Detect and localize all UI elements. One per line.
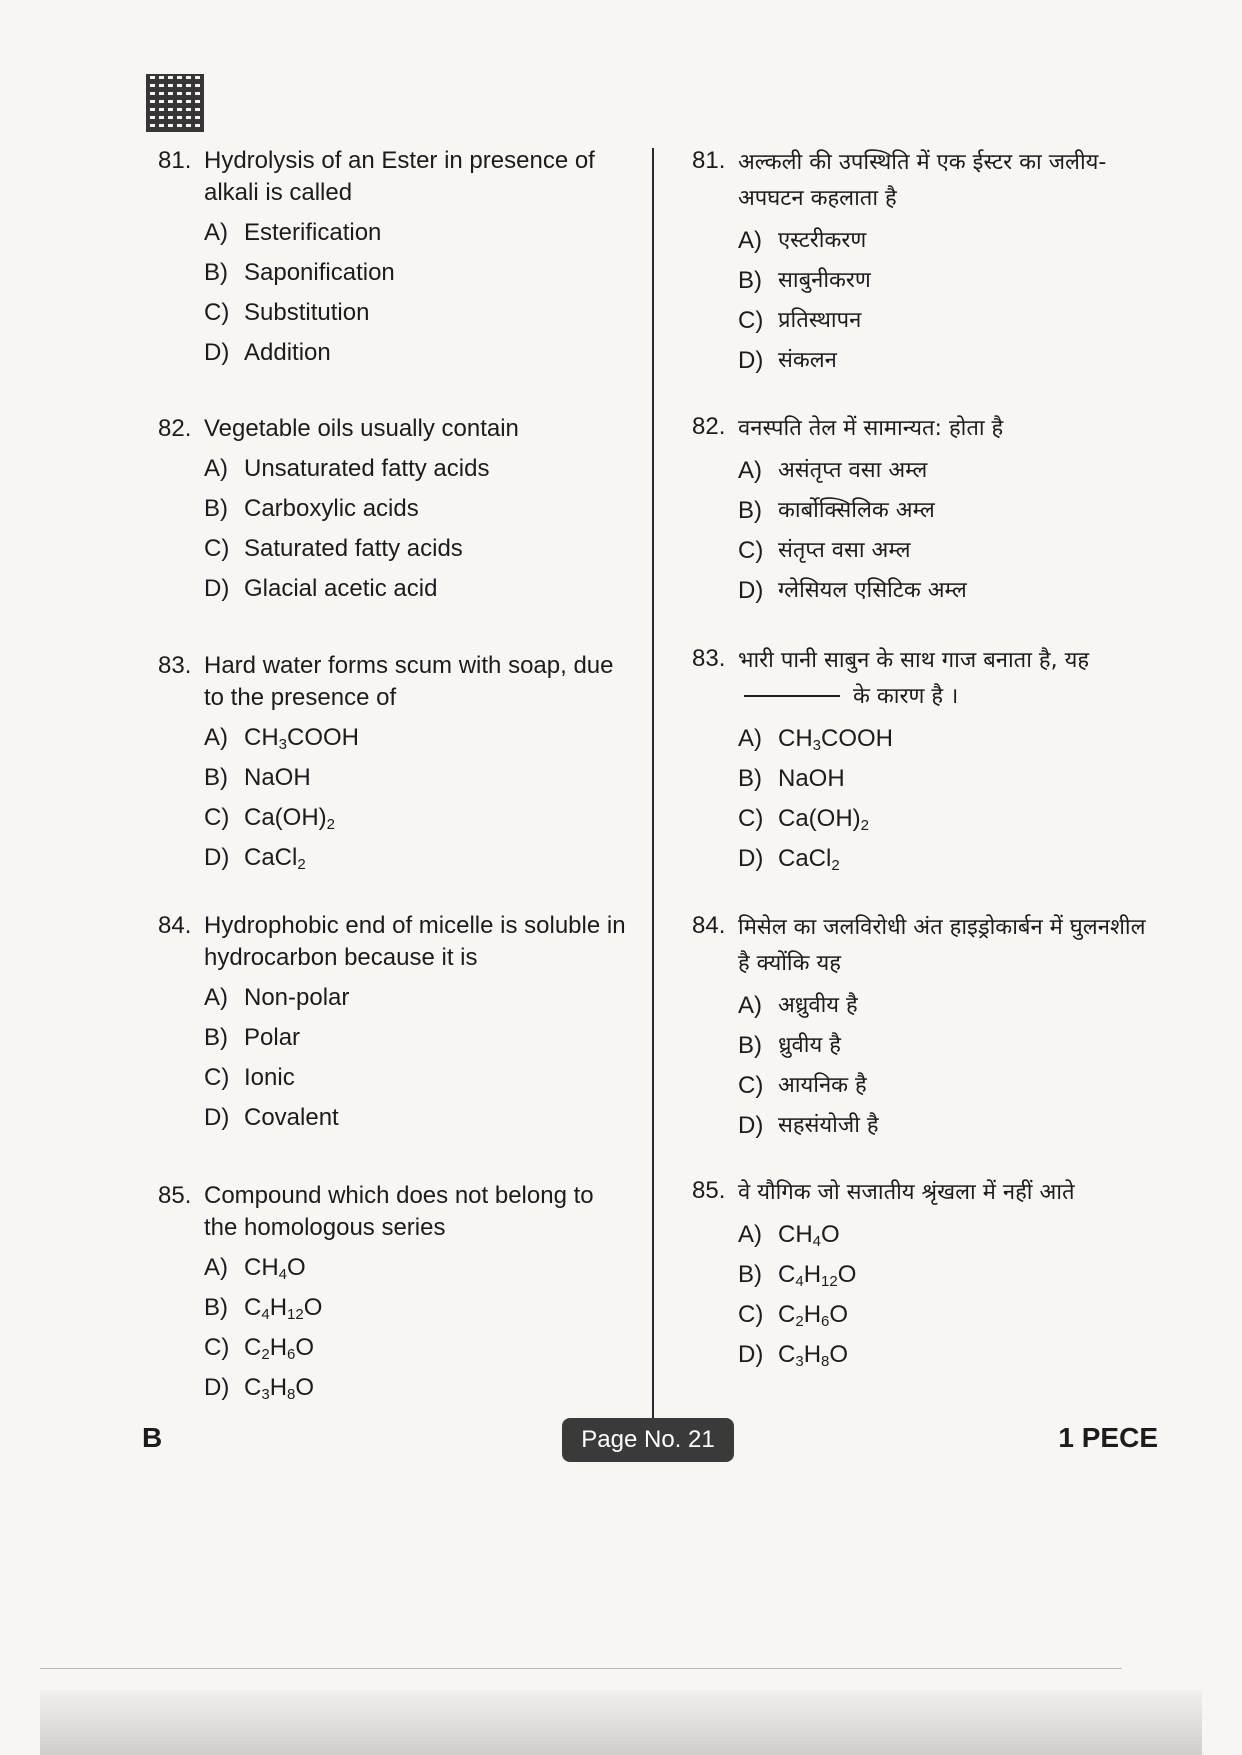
question-text: वनस्पति तेल में सामान्यत: होता है: [738, 416, 1004, 441]
option-label: C): [738, 307, 764, 334]
option-label: B): [738, 497, 762, 524]
option-label: D): [204, 1374, 230, 1401]
hi-question-84: [692, 910, 1162, 1146]
question-stem: [692, 910, 1162, 982]
option-text: $C_3H_8O$: [244, 1374, 315, 1403]
option-label: A): [204, 724, 228, 751]
en-question-81: [158, 145, 628, 373]
question-stem: [158, 413, 628, 445]
answer-option: [204, 1248, 628, 1288]
answer-option: [204, 449, 628, 489]
option-label: B): [204, 1294, 228, 1321]
qr-code-icon: [146, 74, 204, 132]
answer-option: [204, 718, 628, 758]
option-text: $C_2H_6O$: [244, 1334, 315, 1363]
question-text: भारी पानी साबुन के साथ गाज बनाता है, यह के कारण है ।: [738, 648, 1090, 709]
option-label: A): [204, 455, 228, 482]
option-label: B): [738, 267, 762, 294]
question-stem: [692, 411, 1162, 447]
answer-option: [738, 839, 1162, 879]
question-number: 81.: [692, 147, 726, 174]
option-text: प्रतिस्थापन: [778, 308, 862, 333]
option-label: B): [204, 1024, 228, 1051]
answer-option: [204, 253, 628, 293]
answer-option: [738, 491, 1162, 531]
answer-option: [738, 986, 1162, 1026]
set-label: B: [142, 1422, 163, 1453]
option-text: संतृप्त वसा अम्ल: [778, 538, 911, 563]
option-label: A): [738, 992, 762, 1019]
question-stem: [158, 650, 628, 714]
option-text: $C_4H_{12}O$: [778, 1261, 857, 1290]
option-label: D): [738, 347, 764, 374]
en-question-83: [158, 650, 628, 878]
option-text: $Ca(OH)_2$: [778, 805, 870, 834]
answer-option: [738, 1335, 1162, 1375]
option-text: सहसंयोजी है: [778, 1113, 879, 1138]
option-label: B): [738, 1261, 762, 1288]
question-stem: [158, 910, 628, 974]
en-question-84: [158, 910, 628, 1138]
option-text: ग्लेसियल एसिटिक अम्ल: [778, 578, 967, 603]
answer-option: [738, 1026, 1162, 1066]
option-text: Covalent: [244, 1104, 339, 1131]
question-stem: [692, 145, 1162, 217]
option-text: Addition: [244, 339, 331, 366]
option-text: साबुनीकरण: [778, 268, 871, 293]
answer-option: [738, 341, 1162, 381]
option-text: CaCl$_2$: [244, 844, 306, 873]
question-number: 83.: [692, 645, 726, 672]
option-label: A): [204, 219, 228, 246]
question-number: 82.: [158, 415, 192, 442]
answer-option: [204, 758, 628, 798]
question-number: 85.: [692, 1177, 726, 1204]
scan-line: [40, 1668, 1122, 1669]
question-text: अल्कली की उपस्थिति में एक ईस्टर का जलीय-अपघटन कहलाता है: [738, 150, 1107, 211]
option-label: D): [738, 577, 764, 604]
answer-option: [204, 489, 628, 529]
question-number: 81.: [158, 147, 192, 174]
option-text: $C_3H_8O$: [778, 1341, 849, 1370]
option-text: Polar: [244, 1024, 301, 1051]
answer-option: [204, 1368, 628, 1408]
option-label: A): [738, 457, 762, 484]
answer-option: [204, 529, 628, 569]
page-number: Page No. 21: [562, 1418, 734, 1462]
en-question-85: [158, 1180, 628, 1408]
answer-option: [204, 1288, 628, 1328]
option-label: C): [204, 804, 230, 831]
option-text: ध्रुवीय है: [778, 1033, 841, 1058]
option-text: Esterification: [244, 219, 382, 246]
question-text: मिसेल का जलविरोधी अंत हाइड्रोकार्बन में घुलनशील है क्योंकि यह: [738, 915, 1146, 976]
answer-option: [204, 978, 628, 1018]
option-text: NaOH: [244, 764, 311, 791]
option-label: C): [204, 1064, 230, 1091]
option-label: B): [204, 259, 228, 286]
answer-option: [738, 1066, 1162, 1106]
option-label: C): [738, 1072, 764, 1099]
option-label: D): [204, 575, 230, 602]
option-label: A): [738, 227, 762, 254]
option-text: एस्टरीकरण: [778, 228, 867, 253]
question-text: वे यौगिक जो सजातीय श्रृंखला में नहीं आते: [738, 1180, 1075, 1205]
option-label: A): [738, 725, 762, 752]
option-text: अध्रुवीय है: [778, 993, 858, 1018]
option-label: D): [204, 339, 230, 366]
answer-option: [204, 293, 628, 333]
question-stem: [158, 145, 628, 209]
option-text: $C_4H_{12}O$: [244, 1294, 323, 1323]
answer-option: [204, 1098, 628, 1138]
answer-option: [204, 838, 628, 878]
option-text: $CH_4O$: [244, 1254, 306, 1283]
option-label: B): [204, 764, 228, 791]
question-number: 85.: [158, 1182, 192, 1209]
hi-question-81: [692, 145, 1162, 381]
answer-option: [738, 719, 1162, 759]
option-text: आयनिक है: [778, 1073, 867, 1098]
option-label: D): [204, 1104, 230, 1131]
answer-option: [204, 798, 628, 838]
option-label: B): [738, 1032, 762, 1059]
question-number: 82.: [692, 413, 726, 440]
question-number: 84.: [158, 912, 192, 939]
paper-code: 1 PECE: [1058, 1422, 1158, 1453]
option-text: $CH_3COOH$: [778, 725, 894, 754]
option-text: Saponification: [244, 259, 395, 286]
answer-option: [738, 571, 1162, 611]
question-text: Hydrophobic end of micelle is soluble in hydrocarbon because it is: [204, 912, 626, 971]
option-label: C): [204, 1334, 230, 1361]
option-label: A): [738, 1221, 762, 1248]
option-label: C): [738, 537, 764, 564]
answer-option: [738, 531, 1162, 571]
option-text: Non-polar: [244, 984, 350, 1011]
option-label: A): [204, 984, 228, 1011]
option-text: Unsaturated fatty acids: [244, 455, 490, 482]
answer-option: [738, 1106, 1162, 1146]
answer-option: [738, 301, 1162, 341]
option-text: Saturated fatty acids: [244, 535, 463, 562]
answer-option: [204, 1328, 628, 1368]
option-text: NaOH: [778, 765, 845, 792]
option-text: CaCl$_2$: [778, 845, 840, 874]
question-stem: [692, 1175, 1162, 1211]
option-label: B): [204, 495, 228, 522]
option-label: C): [738, 1301, 764, 1328]
option-label: D): [204, 844, 230, 871]
hi-question-82: [692, 411, 1162, 611]
question-text: Hard water forms scum with soap, due to the presence of: [204, 652, 614, 711]
option-label: B): [738, 765, 762, 792]
answer-option: [204, 333, 628, 373]
question-text: Vegetable oils usually contain: [204, 415, 519, 442]
question-text: Compound which does not belong to the homologous series: [204, 1182, 594, 1241]
answer-option: [204, 213, 628, 253]
option-label: A): [204, 1254, 228, 1281]
answer-option: [204, 1058, 628, 1098]
answer-option: [204, 1018, 628, 1058]
option-label: D): [738, 1341, 764, 1368]
option-text: Ionic: [244, 1064, 295, 1091]
option-label: D): [738, 1112, 764, 1139]
option-text: $C_2H_6O$: [778, 1301, 849, 1330]
column-divider: [652, 148, 654, 1438]
question-number: 83.: [158, 652, 192, 679]
hi-question-83: [692, 643, 1162, 879]
option-text: संकलन: [778, 348, 837, 373]
option-text: Substitution: [244, 299, 370, 326]
option-text: $Ca(OH)_2$: [244, 804, 336, 833]
option-label: C): [204, 535, 230, 562]
question-stem: [692, 643, 1162, 715]
question-text: Hydrolysis of an Ester in presence of alkali is called: [204, 147, 595, 206]
option-text: $CH_3COOH$: [244, 724, 360, 753]
question-stem: [158, 1180, 628, 1244]
option-label: D): [738, 845, 764, 872]
option-label: C): [738, 805, 764, 832]
answer-option: [738, 451, 1162, 491]
answer-option: [738, 221, 1162, 261]
answer-option: [738, 1255, 1162, 1295]
en-question-82: [158, 413, 628, 609]
answer-option: [204, 569, 628, 609]
option-label: C): [204, 299, 230, 326]
option-text: $CH_4O$: [778, 1221, 840, 1250]
option-text: Glacial acetic acid: [244, 575, 438, 602]
answer-option: [738, 799, 1162, 839]
question-number: 84.: [692, 912, 726, 939]
answer-option: [738, 759, 1162, 799]
hi-question-85: [692, 1175, 1162, 1375]
option-text: असंतृप्त वसा अम्ल: [778, 458, 928, 483]
option-text: कार्बोक्सिलिक अम्ल: [778, 498, 935, 523]
option-text: Carboxylic acids: [244, 495, 419, 522]
scan-shadow: [40, 1690, 1202, 1755]
answer-option: [738, 261, 1162, 301]
answer-option: [738, 1215, 1162, 1255]
answer-option: [738, 1295, 1162, 1335]
